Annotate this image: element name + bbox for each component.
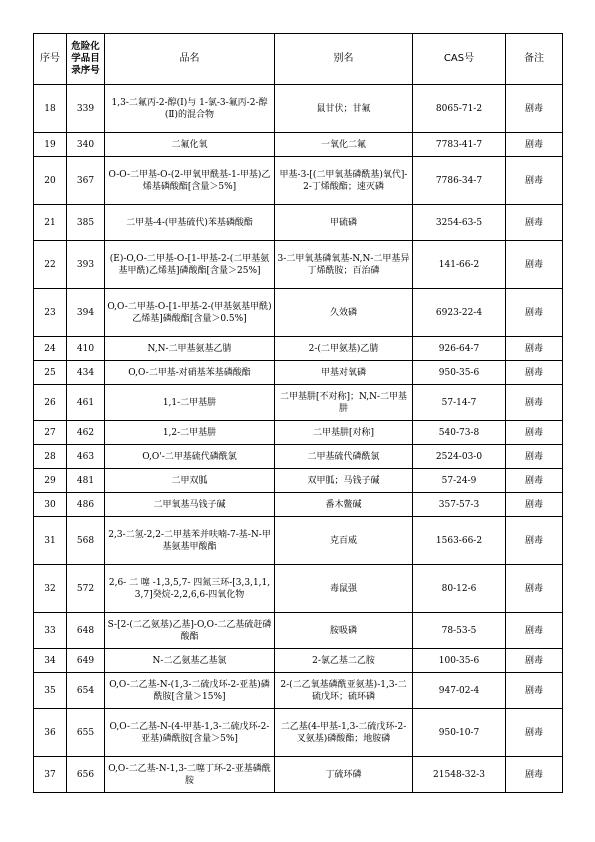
cell-alias: 双甲胍；马钱子碱 [275,469,413,493]
cell-seq: 27 [34,421,67,445]
cell-name: O,O-二甲基-对硝基苯基磷酸酯 [105,361,275,385]
cell-alias: 甲硫磷 [275,205,413,241]
cell-alias: 3-二甲氧基磷氧基-N,N-二甲基异丁烯酰胺；百治磷 [275,241,413,289]
cell-cas: 7783-41-7 [413,133,506,157]
cell-catalog: 463 [67,445,105,469]
cell-name: 二甲基-4-(甲基硫代)苯基磷酸酯 [105,205,275,241]
cell-cas: 1563-66-2 [413,517,506,565]
cell-cas: 7786-34-7 [413,157,506,205]
header-alias: 别名 [275,34,413,85]
cell-name: 1,3-二氟丙-2-醇(Ⅰ)与 1-氯-3-氟丙-2-醇(Ⅱ)的混合物 [105,85,275,133]
table-row [34,493,563,517]
cell-seq: 37 [34,757,67,793]
cell-cas: 357-57-3 [413,493,506,517]
cell-name: 2,3-二氢-2,2-二甲基苯并呋喃-7-基-N-甲基氨基甲酸酯 [105,517,275,565]
cell-note: 剧毒 [506,85,563,133]
table-row [34,337,563,361]
table-row [34,517,563,565]
cell-alias: 克百威 [275,517,413,565]
cell-alias: 久效磷 [275,289,413,337]
cell-seq: 24 [34,337,67,361]
cell-name: O,O'-二甲基硫代磷酰氯 [105,445,275,469]
cell-cas: 57-24-9 [413,469,506,493]
cell-name: N,N-二甲基氨基乙腈 [105,337,275,361]
cell-catalog: 434 [67,361,105,385]
cell-alias: 胺吸磷 [275,613,413,649]
cell-note: 剧毒 [506,517,563,565]
cell-seq: 29 [34,469,67,493]
cell-alias: 甲基-3-[(二甲氧基磷酰基)氧代]-2-丁烯酸酯；速灭磷 [275,157,413,205]
cell-catalog: 367 [67,157,105,205]
table-row [34,757,563,793]
cell-name: 1,2-二甲基肼 [105,421,275,445]
cell-alias: 2-(二甲氨基)乙腈 [275,337,413,361]
cell-catalog: 568 [67,517,105,565]
cell-seq: 23 [34,289,67,337]
cell-cas: 78-53-5 [413,613,506,649]
cell-alias: 甲基对氧磷 [275,361,413,385]
cell-seq: 33 [34,613,67,649]
table-row [34,565,563,613]
cell-name: 二甲双胍 [105,469,275,493]
cell-note: 剧毒 [506,673,563,709]
cell-note: 剧毒 [506,613,563,649]
cell-name: 二甲氧基马钱子碱 [105,493,275,517]
cell-note: 剧毒 [506,241,563,289]
cell-catalog: 481 [67,469,105,493]
cell-name: N-二乙氨基乙基氯 [105,649,275,673]
chemicals-table [33,33,563,793]
cell-catalog: 648 [67,613,105,649]
table-row [34,469,563,493]
table-header-row [34,34,563,85]
cell-note: 剧毒 [506,337,563,361]
table-row [34,361,563,385]
cell-note: 剧毒 [506,157,563,205]
cell-note: 剧毒 [506,133,563,157]
cell-note: 剧毒 [506,361,563,385]
cell-note: 剧毒 [506,469,563,493]
cell-note: 剧毒 [506,445,563,469]
cell-seq: 32 [34,565,67,613]
cell-catalog: 385 [67,205,105,241]
cell-seq: 35 [34,673,67,709]
table-row [34,421,563,445]
cell-cas: 950-10-7 [413,709,506,757]
cell-name: 1,1-二甲基肼 [105,385,275,421]
cell-cas: 3254-63-5 [413,205,506,241]
cell-seq: 28 [34,445,67,469]
cell-catalog: 654 [67,673,105,709]
cell-alias: 2-氯乙基二乙胺 [275,649,413,673]
cell-catalog: 340 [67,133,105,157]
cell-cas: 926-64-7 [413,337,506,361]
cell-alias: 一氧化二氟 [275,133,413,157]
cell-seq: 25 [34,361,67,385]
cell-catalog: 486 [67,493,105,517]
cell-note: 剧毒 [506,565,563,613]
table-row [34,709,563,757]
cell-seq: 36 [34,709,67,757]
cell-alias: 番木鳖碱 [275,493,413,517]
table-row [34,445,563,469]
cell-note: 剧毒 [506,289,563,337]
cell-alias: 二甲基肼[对称] [275,421,413,445]
cell-catalog: 572 [67,565,105,613]
table-row [34,289,563,337]
cell-catalog: 394 [67,289,105,337]
cell-note: 剧毒 [506,757,563,793]
cell-alias: 鼠甘伏；甘氟 [275,85,413,133]
table-row [34,205,563,241]
cell-seq: 18 [34,85,67,133]
cell-catalog: 656 [67,757,105,793]
cell-cas: 950-35-6 [413,361,506,385]
header-cas: CAS号 [413,34,506,85]
cell-alias: 二甲基硫代磷酰氯 [275,445,413,469]
cell-catalog: 649 [67,649,105,673]
cell-name: O,O-二乙基-N-(1,3-二硫戊环-2-亚基)磷酰胺[含量＞15%] [105,673,275,709]
cell-note: 剧毒 [506,709,563,757]
cell-seq: 20 [34,157,67,205]
cell-name: (E)-O,O-二甲基-O-[1-甲基-2-(二甲基氨基甲酰)乙烯基]磷酸酯[含量＞25%] [105,241,275,289]
cell-catalog: 655 [67,709,105,757]
cell-cas: 21548-32-3 [413,757,506,793]
cell-catalog: 410 [67,337,105,361]
table-row [34,241,563,289]
cell-catalog: 393 [67,241,105,289]
cell-name: S-[2-(二乙氨基)乙基]-O,O-二乙基硫赶磷酸酯 [105,613,275,649]
cell-cas: 947-02-4 [413,673,506,709]
cell-cas: 6923-22-4 [413,289,506,337]
cell-cas: 8065-71-2 [413,85,506,133]
cell-name: O-O-二甲基-O-(2-甲氧甲酰基-1-甲基)乙烯基磷酸酯[含量＞5%] [105,157,275,205]
table-row [34,85,563,133]
cell-note: 剧毒 [506,421,563,445]
cell-note: 剧毒 [506,205,563,241]
cell-seq: 26 [34,385,67,421]
table-row [34,613,563,649]
cell-seq: 22 [34,241,67,289]
cell-name: 二氟化氧 [105,133,275,157]
header-note: 备注 [506,34,563,85]
table-row [34,133,563,157]
cell-seq: 21 [34,205,67,241]
cell-cas: 2524-03-0 [413,445,506,469]
cell-seq: 19 [34,133,67,157]
header-name: 品名 [105,34,275,85]
cell-cas: 100-35-6 [413,649,506,673]
cell-alias: 2-(二乙氧基磷酰亚氨基)-1,3-二硫戊环；硫环磷 [275,673,413,709]
table-row [34,649,563,673]
cell-alias: 二乙基(4-甲基-1,3-二硫戊环-2-叉氨基)磷酸酯；地胺磷 [275,709,413,757]
cell-alias: 二甲基肼[不对称]；N,N-二甲基肼 [275,385,413,421]
cell-seq: 34 [34,649,67,673]
table-row [34,673,563,709]
cell-catalog: 462 [67,421,105,445]
cell-note: 剧毒 [506,493,563,517]
header-seq: 序号 [34,34,67,85]
cell-seq: 30 [34,493,67,517]
cell-name: O,O-二甲基-O-[1-甲基-2-(甲基氨基甲酰)乙烯基]磷酸酯[含量＞0.5%] [105,289,275,337]
cell-catalog: 461 [67,385,105,421]
cell-cas: 540-73-8 [413,421,506,445]
cell-alias: 丁硫环磷 [275,757,413,793]
cell-seq: 31 [34,517,67,565]
cell-cas: 80-12-6 [413,565,506,613]
cell-catalog: 339 [67,85,105,133]
cell-name: 2,6- 二 噻 -1,3,5,7- 四氮三环-[3,3,1,1,3,7]癸烷-2,2,6,6-四氧化物 [105,565,275,613]
cell-note: 剧毒 [506,649,563,673]
cell-cas: 141-66-2 [413,241,506,289]
cell-name: O,O-二乙基-N-1,3-二噻丁环-2-亚基磷酰胺 [105,757,275,793]
cell-alias: 毒鼠强 [275,565,413,613]
cell-name: O,O-二乙基-N-(4-甲基-1,3-二硫戊环-2-亚基)磷酰胺[含量＞5%] [105,709,275,757]
cell-cas: 57-14-7 [413,385,506,421]
cell-note: 剧毒 [506,385,563,421]
table-row [34,157,563,205]
header-catalog-no: 危险化学品目录序号 [67,34,105,85]
table-row [34,385,563,421]
